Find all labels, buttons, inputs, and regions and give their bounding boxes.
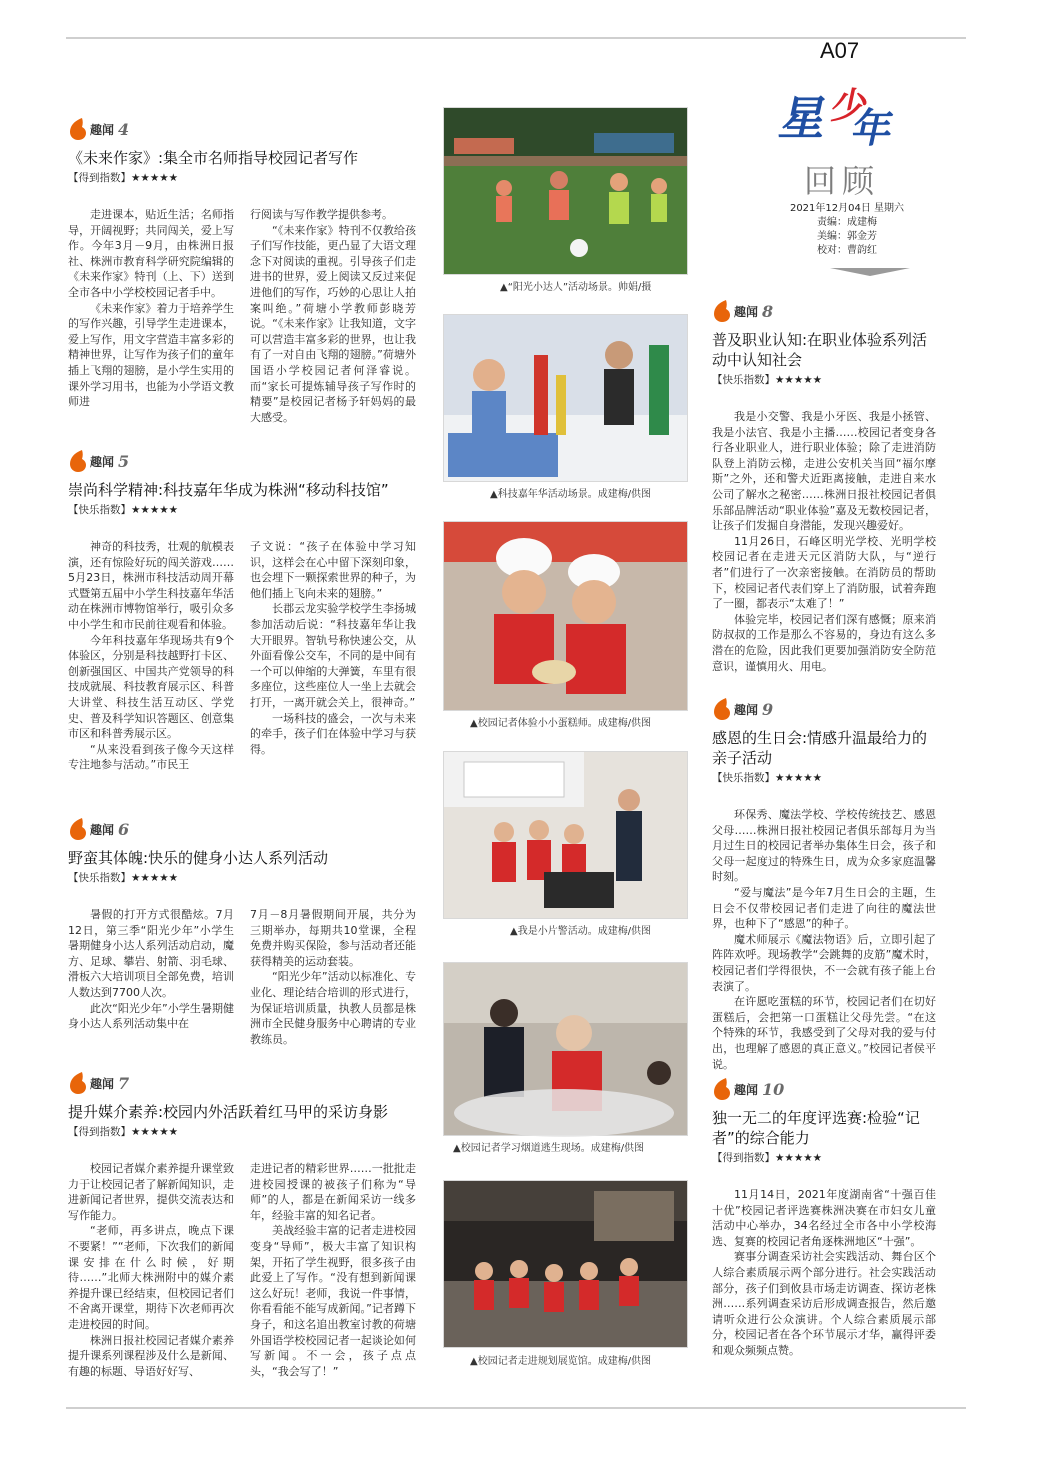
article-5: [68, 448, 416, 773]
brand-char-1: 星: [775, 91, 833, 145]
issue-date: 2021年12月04日 星期六: [789, 203, 905, 214]
article-title: 感恩的生日会:情感升温最给力的亲子活动: [712, 729, 928, 767]
issue-info: [762, 202, 932, 258]
article-7: [68, 1070, 416, 1379]
article-rating: 【得到指数】★★★★★: [68, 1126, 179, 1138]
photo-cake: [443, 521, 688, 711]
flame-icon: [68, 449, 88, 473]
paragraph: “老师，再多讲点，晚点下课不要紧！”“老师，下次我们的新闻课安排在什么时候，好期待……”北师大株洲附中的媒介素养提升课已经结束，但校园记者们不舍离开课堂，期待下次老师再次走进校园的时间。: [68, 1224, 234, 1331]
photo-soccer: [443, 107, 688, 275]
paragraph: 在许愿吃蛋糕的环节，校园记者们在切好蛋糕后，会把第一口蛋糕让父母先尝。“在这个特殊的环节，我感受到了父母对我的爱与付出，也理解了感恩的真正意义。”校园记者侯平说。: [712, 995, 936, 1071]
tag-label: 趣闻: [90, 122, 115, 137]
paragraph: “爱与魔法”是今年7月生日会的主题，生日会不仅带校园记者们走进了向往的魔法世界，也种下了“感恩”的种子。: [712, 885, 936, 931]
paragraph: 一场科技的盛会，一次与未来的牵手，孩子们在体验中学习与获得。: [250, 711, 416, 756]
article-tag: [712, 696, 936, 722]
photo-science-fair: [443, 314, 688, 482]
tag-label: 趣闻: [734, 1082, 759, 1097]
photo-smoke-drill: [443, 962, 688, 1136]
tag-number: 6: [118, 819, 130, 839]
brand-logo: [775, 76, 916, 156]
article-rating: 【得到指数】★★★★★: [68, 172, 179, 184]
tag-number: 8: [762, 301, 774, 321]
paragraph: 神奇的科技秀，壮观的航模表演，还有惊险好玩的闯关游戏……5月23日，株洲市科技活动周开幕式暨第五届中小学生科技嘉年华活动在株洲市博物馆举行，吸引众多中小学生和市民前往观看和体验。: [68, 540, 234, 631]
article-column: [250, 907, 416, 1047]
paragraph: 此次“阳光少年”小学生暑期健身小达人系列活动集中在: [68, 1001, 234, 1031]
article-4: [68, 116, 416, 425]
article-column: [68, 1161, 234, 1379]
article-rating: 【快乐指数】★★★★★: [68, 504, 179, 516]
photo-caption: ▲“阳光小达人”活动场景。帅娟/摄: [500, 282, 652, 293]
tag-label: 趣闻: [734, 702, 759, 717]
flame-icon: [68, 817, 88, 841]
tag-label: 趣闻: [734, 304, 759, 319]
article-tag: [712, 298, 936, 324]
paragraph: 7月－8月暑假期间开展，共分为三期举办，每期共10堂课，全程免费并购买保险，参与活动者还能获得精美的运动套装。: [250, 908, 416, 968]
article-title: 崇尚科学精神:科技嘉年华成为株洲“移动科技馆”: [68, 481, 389, 499]
article-title: 《未来作家》:集全市名师指导校园记者写作: [68, 149, 359, 167]
article-tag: [712, 1076, 936, 1102]
paragraph: 11月14日，2021年度湖南省“十强百佳十优”校园记者评选赛株洲决赛在市妇女儿童活动中心举办，34名经过全市各中小学校海选、复赛的校园记者角逐株洲地区“十强”。: [712, 1188, 936, 1248]
photo-caption: ▲科技嘉年华活动场景。成建梅/供图: [490, 489, 652, 500]
article-column: [250, 207, 416, 425]
article-rating: 【得到指数】★★★★★: [712, 1152, 823, 1164]
photo-caption: ▲校园记者体验小小蛋糕师。成建梅/供图: [470, 718, 652, 729]
article-column: [712, 807, 936, 1072]
paragraph: “从来没看到孩子像今天这样专注地参与活动。”市民王: [68, 742, 234, 772]
tag-number: 4: [118, 119, 130, 139]
flame-icon: [712, 1077, 732, 1101]
paragraph: 走进课本，贴近生活；名师指导，开阔视野；共同闯关，爱上写作。今年3月－9月，由株洲日报社、株洲市教育科学研究院编辑的《未来作家》特刊（上、下）送到全市各中小学校校园记者手中。: [68, 208, 234, 299]
flame-icon: [712, 697, 732, 721]
article-tag: [68, 816, 416, 842]
article-tag: [68, 448, 416, 474]
paragraph: 今年科技嘉年华现场共有9个体验区，分别是科技越野打卡区、创新强国区、中国共产党领导的科技成就展、科技教育展示区、科普大讲堂、科技生活互动区、学党史、普及科学知识答题区、创意集市区和科普秀展示区。: [68, 633, 234, 741]
flame-icon: [712, 299, 732, 323]
article-8: [712, 298, 936, 674]
article-title: 提升媒介素养:校园内外活跃着红马甲的采访身影: [68, 1103, 389, 1121]
article-tag: [68, 116, 416, 142]
paragraph: 11月26日，石峰区明光学校、光明学校校园记者在走进天元区消防大队，与“逆行者”们进行了一次亲密接触。在消防员的帮助下，校园记者代表们穿上了消防服，试着奔跑了一圈，都表示“太难了！”: [712, 534, 936, 611]
issue-proof: 校对：曹韵红: [817, 245, 877, 256]
photo-caption: ▲校园记者学习烟道逃生现场。成建梅/供图: [453, 1143, 645, 1154]
paragraph: 赛事分调查采访社会实践活动、舞台区个人综合素质展示两个部分进行。社会实践活动部分，孩子们到攸县市场走访调查、探访老株洲……系列调查采访后形成调查报告，然后邀请听众进行公众演讲。个人综合素质展示部分，校园记者在各个环节展示才华，赢得评委和观众频频点赞。: [712, 1250, 936, 1357]
photo-caption: ▲校园记者走进规划展览馆。成建梅/供图: [470, 1356, 652, 1367]
paragraph: “《未来作家》特刊不仅教给孩子们写作技能，更凸显了大语文理念下对阅读的重视。引导孩子们走进书的世界，爱上阅读又反过来促进他们的写作，巧妙的心思让人拍案叫绝。”荷塘小学教师彭晓芳说。“《未来作家》让我知道，文字可以营造丰富多彩的世界，也让我有了一对自由飞翔的翅膀。”荷塘外国语小学校园记者何泽睿说。而“家长可提炼辅导孩子写作时的精要”是校园记者杨予轩妈妈的最大感受。: [250, 223, 416, 424]
brand-char-3: 年: [847, 104, 898, 152]
article-title: 独一无二的年度评选赛:检验“记者”的综合能力: [712, 1109, 920, 1147]
brand-char-2: 少: [827, 84, 873, 127]
bottom-rule: [66, 1407, 966, 1409]
paragraph: “阳光少年”活动以标准化、专业化、理论结合培训的形式进行，为保证培训质量，执教人员都是株洲市全民健身服务中心聘请的专业教练员。: [250, 970, 416, 1046]
paragraph: 走进记者的精彩世界……一批批走进校园授课的被孩子们称为“导师”的人，都是在新闻采访一线多年，经验丰富的知名记者。: [250, 1162, 416, 1222]
article-column: [68, 539, 234, 773]
article-10: [712, 1076, 936, 1359]
paragraph: 魔术师展示《魔法物语》后，立即引起了阵阵欢呼。现场教学“会跳舞的皮筋”魔术时，校园记者们学得很快，不一会就有孩子能上台表演了。: [712, 932, 936, 993]
section-name: 回顾: [804, 162, 881, 200]
photo-caption: ▲我是小片警活动。成建梅/供图: [510, 926, 652, 937]
paragraph: 体验完毕，校园记者们深有感慨；原来消防叔叔的工作是那么不容易的，身边有这么多潜在的危险，因此我们更要加强消防安全防范意识，谨慎用火、用电。: [712, 612, 936, 673]
paragraph: 长郡云龙实验学校学生李扬城参加活动后说：“科技嘉年华让我大开眼界。智轨号称快速公交，从外面看像公交车，不同的是中间有一个可以伸缩的大弹簧，车里有很多座位，这些座位人一坐上去就会打开，一离开就会关上，很神奇。”: [250, 602, 416, 709]
paragraph: 暑假的打开方式很酷炫。7月12日，第三季“阳光少年”小学生暑期健身小达人系列活动启动，魔方、足球、攀岩、射箭、羽毛球、滑板六大培训项目全部免费，培训人数达到7700人次。: [68, 908, 234, 999]
article-column: [250, 539, 416, 773]
photo-police: [443, 751, 688, 919]
page-number: A07: [820, 38, 860, 63]
paragraph: 株洲日报社校园记者媒介素养提升课系列课程涉及什么是新闻、有趣的标题、导语好好写、: [68, 1333, 234, 1378]
paragraph: 行阅读与写作教学提供参考。: [250, 208, 393, 221]
tag-number: 5: [118, 451, 130, 471]
divider-triangle: [830, 268, 910, 276]
paragraph: 子文说：“孩子在体验中学习知识，这样会在心中留下深刻印象，也会埋下一颗探索世界的种子，为他们插上飞向未来的翅膀。”: [250, 540, 416, 600]
article-column: [712, 409, 936, 674]
tag-number: 10: [762, 1079, 785, 1099]
photo-exhibition: [443, 1180, 688, 1348]
paragraph: 校园记者媒介素养提升课堂致力于让校园记者了解新闻知识，走进新闻记者世界，提供交流表达和写作能力。: [68, 1162, 234, 1222]
article-rating: 【快乐指数】★★★★★: [712, 772, 823, 784]
article-column: [712, 1187, 936, 1359]
tag-number: 7: [118, 1073, 130, 1093]
tag-number: 9: [762, 699, 774, 719]
tag-label: 趣闻: [90, 1076, 115, 1091]
tag-label: 趣闻: [90, 454, 115, 469]
issue-editor: 责编：成建梅: [817, 217, 877, 228]
article-title: 普及职业认知:在职业体验系列活动中认知社会: [712, 331, 928, 369]
paragraph: 环保秀、魔法学校、学校传统技艺、感恩父母……株洲日报社校园记者俱乐部每月为当月过生日的校园记者举办集体生日会，孩子和父母一起度过的特殊生日，成为众多家庭温馨时刻。: [712, 808, 936, 884]
issue-designer: 美编：郭金芳: [817, 231, 877, 242]
article-tag: [68, 1070, 416, 1096]
tag-label: 趣闻: [90, 822, 115, 837]
article-rating: 【快乐指数】★★★★★: [68, 872, 179, 884]
flame-icon: [68, 117, 88, 141]
article-title: 野蛮其体魄:快乐的健身小达人系列活动: [68, 849, 329, 867]
article-6: [68, 816, 416, 1047]
paragraph: 美战经验丰富的记者走进校园变身“导师”，极大丰富了知识构架，开拓了学生视野，很多孩子由此爱上了写作。“没有想到新闻课这么好玩！老师，我说一件事情，你看看能不能写成新闻。”记者蹲下身子，和这名追出教室讨教的荷塘外国语学校校园记者一起谈论如何写新闻。不一会，孩子点点头，“我会写了！”: [250, 1224, 416, 1378]
article-column: [68, 907, 234, 1047]
article-rating: 【快乐指数】★★★★★: [712, 374, 823, 386]
article-column: [250, 1161, 416, 1379]
paragraph: 我是小交警、我是小牙医、我是小拯管、我是小法官、我是小主播……校园记者变身各行各业职业人，进行职业体验；除了走进消防队登上消防云梯，走进公安机关当回“福尔摩斯”之外，还和警犬近距离接触，走进自来水公司了解水之秘密……株洲日报社校园记者俱乐部品牌活动“职业体验”嘉及无数校园记者，让孩子们发掘自身潜能，发现兴趣爱好。: [712, 410, 936, 533]
article-column: [68, 207, 234, 425]
paragraph: 《未来作家》着力于培养学生的写作兴趣，引导学生走进课本，爱上写作，用文字营造丰富多彩的精神世界，让写作为孩子们的童年插上飞翔的翅膀，是小学生实用的课外学习用书，也能为小学语文教师进: [68, 301, 234, 409]
article-9: [712, 696, 936, 1072]
flame-icon: [68, 1071, 88, 1095]
